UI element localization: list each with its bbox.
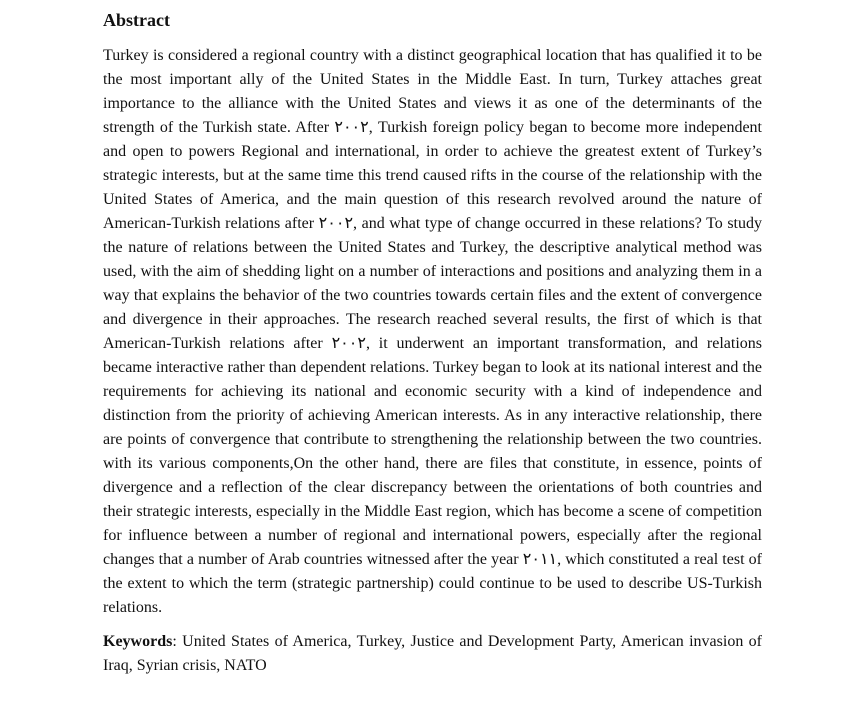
- abstract-heading: Abstract: [103, 10, 170, 30]
- abstract-body: Turkey is considered a regional country with a distinct geographical location that has qualified it to be the most important ally of the United States in the Middle East. In turn, Turkey attaches great importance to the alliance with the United States and views it as one of the determinants of the strength of the Turkish state. After ٢٠٠٢, Turkish foreign policy began to become more independent and open to powers Regional and international, in order to achieve the greatest extent of Turkey’s strategic interests, but at the same time this trend caused rifts in the course of the relationship with the United States of America, and the main question of this research revolved around the nature of American-Turkish relations after ٢٠٠٢, and what type of change occurred in these relations? To study the nature of relations between the United States and Turkey, the descriptive analytical method was used, with the aim of shedding light on a number of interactions and positions and analyzing them in a way that explains the behavior of the two countries towards certain files and the extent of convergence and divergence in their approaches. The research reached several results, the first of which is that American-Turkish relations after ٢٠٠٢, it underwent an important transformation, and relations became interactive rather than dependent relations. Turkey began to look at its national interest and the requirements for achieving its national and economic security with a kind of independence and distinction from the priority of achieving American interests. As in any interactive relationship, there are points of convergence that contribute to strengthening the relationship between the two countries. with its various components,On the other hand, there are files that constitute, in essence, points of divergence and a reflection of the clear discrepancy between the orientations of both countries and their strategic interests, especially in the Middle East region, which has become a scene of competition for influence between a number of regional and international powers, especially after the regional changes that a number of Arab countries witnessed after the year ٢٠١١, which constituted a real test of the extent to which the term (strategic partnership) could continue to be used to describe US-Turkish relations.: [103, 47, 763, 616]
- keywords-text: United States of America, Turkey, Justice and Development Party, American invasion of Iraq, Syrian crisis, NATO: [103, 633, 762, 674]
- keywords-separator: :: [172, 633, 177, 650]
- abstract-page: [103, 8, 762, 678]
- keywords-label: Keywords: [103, 633, 173, 650]
- keywords-paragraph: [103, 630, 762, 678]
